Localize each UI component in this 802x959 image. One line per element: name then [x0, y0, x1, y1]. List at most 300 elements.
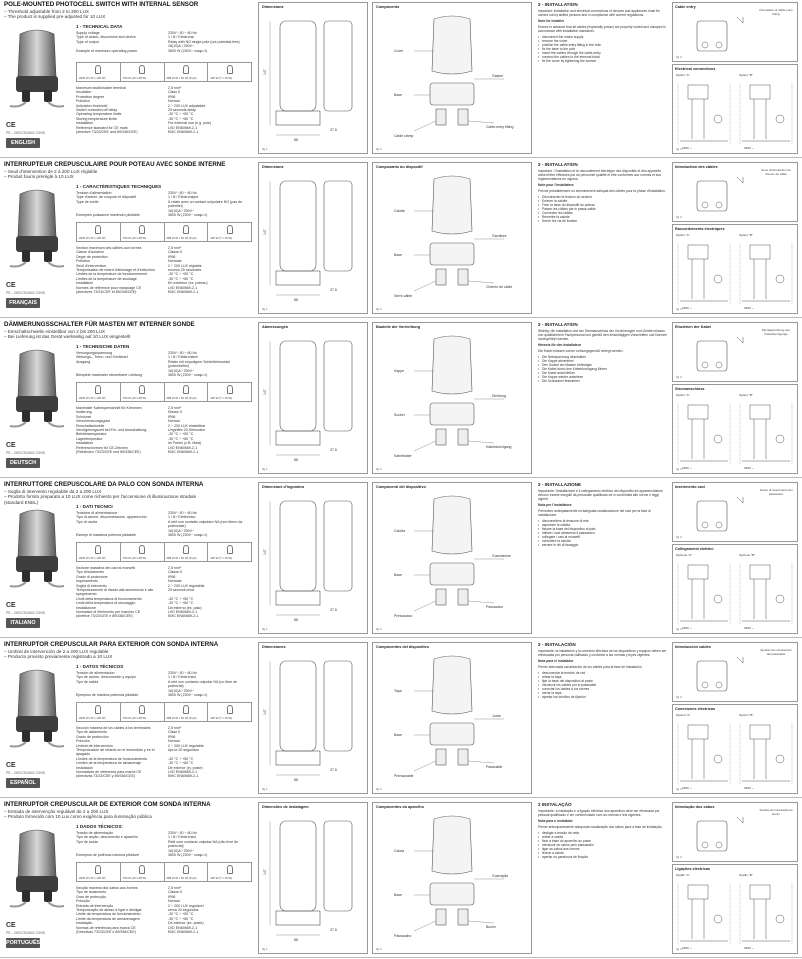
- lamp-load-table: [76, 702, 252, 722]
- lamp-cell: [208, 223, 251, 241]
- spec-value: 16(10)A / 250V~: [168, 208, 195, 213]
- component-label: Garniture: [492, 234, 507, 238]
- dimension-depth: 37.5: [330, 448, 337, 452]
- lamp-caption: 100 W (7 x 15 W): [210, 716, 233, 720]
- spec-value: 2,5 mm²: [168, 406, 182, 410]
- spec-key: Schutzart: [76, 414, 92, 419]
- spec-value: 1 / B / Electrónico: [168, 675, 197, 680]
- spec-row: [76, 588, 248, 597]
- option-b-label: Opzione "B": [739, 553, 756, 557]
- doc-code: PE - DEVCRA502 03/05: [6, 771, 45, 775]
- spec-key: Example of maximum operating power: [76, 48, 138, 53]
- spec-key: Temporizzazione di ritardo alla accensione e allo spegnimento: [76, 588, 154, 597]
- subtitle-line: – Producto provisto previamente registrado a 10 LUX: [4, 654, 113, 660]
- technical-data-heading: 1 - TECHNICAL DATA: [76, 24, 123, 29]
- spec-key: Exemplos de potência máxima pilotável: [76, 853, 140, 858]
- figure-number: fig 1: [262, 307, 268, 311]
- dimension-width: 88: [294, 938, 298, 942]
- spec-key: Insulation: [76, 90, 92, 95]
- doc-code: PE - DEVCRA502 03/05: [6, 131, 45, 135]
- lamp-icon: [139, 705, 145, 714]
- spec-key: Einschaltschwelle: [76, 423, 105, 428]
- components-title: Composants du dispositif: [376, 165, 423, 169]
- figure-number: fig 2: [376, 307, 382, 311]
- spec-value: 20 seconds delay: [168, 108, 196, 113]
- dimensions-title: Abmessungen: [262, 325, 289, 329]
- spec-key: Degré de protection: [76, 254, 108, 259]
- installation-paragraph: Prevedere anticipatamente un'adeguata canalizzazione dei cavi per la fase di installazione.: [538, 509, 651, 517]
- installation-heading: 2 - INSTALLATION: [538, 2, 578, 7]
- language-label: FRANÇAIS: [6, 298, 40, 308]
- voltage-label: 230V ~: [682, 146, 692, 150]
- cable-entry-title: Cable entry: [675, 5, 696, 9]
- installation-step: • Den Sockel am Masten befestigen: [538, 363, 668, 367]
- figure-number: fig 3: [676, 535, 682, 539]
- spec-value: 230V~ 50 ÷ 60 Hz: [168, 351, 197, 355]
- installation-section: [538, 322, 668, 474]
- installation-step: • desligar a tensão de rede: [538, 831, 668, 835]
- dimensions-title: Dimensions: [262, 165, 284, 169]
- spec-key: Lagertemperatur: [76, 436, 103, 441]
- spec-row: [76, 373, 248, 377]
- spec-row: [76, 360, 248, 369]
- technical-data: [76, 24, 248, 53]
- lamp-load-table: [76, 222, 252, 242]
- option-a-label: Opção "A": [676, 873, 690, 877]
- components-panel: [372, 802, 532, 954]
- cable-entry-note: Sentido de introdução do bucim: [759, 808, 793, 816]
- spec-value: cerca 20 segundos: [168, 908, 199, 913]
- lamp-caption: 288 W (8 x 36 W) (8 µF): [166, 76, 197, 80]
- components-title: Componenti del dispositivo: [376, 485, 426, 489]
- spec-value: 2 ÷ 200 LUX réglable: [168, 263, 202, 268]
- spec-row: [76, 200, 248, 209]
- component-label: Gasket: [492, 74, 504, 78]
- spec-value: 1 / B / Elektronisch: [168, 355, 198, 360]
- component-label: Passacabo: [394, 934, 412, 938]
- option-b-label: Opção "B": [739, 873, 753, 877]
- spec-key: Polución: [76, 739, 90, 744]
- dimension-height: 147: [263, 869, 267, 875]
- spec-key: Maximaler Kabelquerschnitt für Klemmen: [76, 406, 142, 410]
- lamp-load-table: [76, 62, 252, 82]
- lamp-icon: [139, 65, 145, 74]
- installation-section: [538, 162, 668, 314]
- technical-data-heading: 1 - TECHNISCHE DATEN: [76, 344, 130, 349]
- product-image: [6, 828, 68, 908]
- lamp-icon: [227, 65, 233, 74]
- spec-value: -30 °C ÷ +50 °C: [168, 596, 194, 601]
- technical-data-more: [76, 886, 248, 934]
- spec-value: 16(10)A / 250V~: [168, 848, 195, 853]
- installation-paragraph: Nota per l'installatore: [538, 503, 572, 507]
- lamp-icon: [95, 225, 101, 234]
- figure-number: fig 3: [676, 55, 682, 59]
- lamp-caption: 288 W (8 x 36 W) (8 µF): [166, 236, 197, 240]
- spec-key: Inquinamento: [76, 579, 98, 584]
- installation-section: [538, 642, 668, 794]
- spec-key: Protection degree: [76, 94, 105, 99]
- components-title: Componentes del dispositivo: [376, 645, 429, 649]
- technical-data-heading: 1 - DATOS TÉCNICOS: [76, 664, 124, 669]
- option-b-label: Option "B": [739, 73, 753, 77]
- dimension-width: 88: [294, 458, 298, 462]
- dimension-height: 147: [263, 69, 267, 75]
- spec-value: 230V~ 50 ÷ 60 Hz: [168, 31, 197, 35]
- figure-number: fig 3: [676, 695, 682, 699]
- spec-value: A relè con contatto unipolare NA (non libero da potenziale): [168, 519, 243, 529]
- technical-data-heading: 1 DADOS TÉCNICOS:: [76, 824, 123, 829]
- figure-number: fig 1: [262, 787, 268, 791]
- spec-key: Tipo d'isolamento: [76, 570, 104, 575]
- spec-key: Sección máxima de los cables a los terminales: [76, 726, 151, 730]
- figure-number: fig 3: [676, 375, 682, 379]
- subtitle-line: (standard ENEL): [4, 499, 39, 505]
- spec-value: -30 °C ÷ +60 °C: [168, 276, 194, 281]
- spec-value: 3600 W (230V~ cosφ=1): [168, 373, 208, 378]
- spec-key: Tipo de acção, desconexão e aparelho: [76, 835, 138, 840]
- spec-key: Entrada de intervenção: [76, 903, 114, 908]
- spec-value: 230V~ 50 ÷ 60 Hz: [168, 511, 197, 515]
- spec-key: Tensión de alimentación: [76, 671, 115, 675]
- electrical-connections-panel: [672, 64, 798, 154]
- component-label: Base: [394, 733, 402, 737]
- option-b-label: Option "B": [739, 393, 753, 397]
- lamp-icon: [95, 545, 101, 554]
- installation-step: • fix the base to the pole: [538, 47, 668, 51]
- spec-key: Sezione massima dei cavi ai morsetti: [76, 566, 136, 570]
- component-label: Kappe: [394, 369, 405, 373]
- electrical-connections-panel: [672, 704, 798, 794]
- components-panel: [372, 642, 532, 794]
- spec-value: LVD EN60669-2-1: [168, 445, 198, 450]
- installation-step: • Enlever la calotte: [538, 199, 668, 203]
- spec-value: IP66: [168, 94, 176, 99]
- spec-value: 2,5 mm²: [168, 246, 182, 250]
- spec-key: Referenznormen für CE-Zeichen: [76, 445, 128, 450]
- product-image: [6, 188, 68, 268]
- option-a-label: Option "A": [676, 233, 690, 237]
- spec-value: 2 ÷ 200 LUX regolabile: [168, 583, 205, 588]
- spec-key: (directives 73/23/CEE et 89/336/CEE): [76, 290, 137, 295]
- figure-number: fig 3: [676, 855, 682, 859]
- spec-value: Classe II: [168, 890, 182, 895]
- lamp-icon: [183, 385, 189, 394]
- lamp-caption: 750 W (10 x 58 W): [122, 76, 147, 80]
- installation-section: [538, 482, 668, 634]
- doc-code: PE - DEVCRA502 03/05: [6, 451, 45, 455]
- spec-key: Normes de référence pour marquage CE: [76, 285, 142, 290]
- spec-key: Limites de la température de fonctionnement: [76, 272, 148, 277]
- lamp-caption: 100 W (7 x 15 W): [210, 396, 233, 400]
- lamp-icon: [227, 545, 233, 554]
- spec-value: Normal: [168, 739, 180, 744]
- component-label: Chemin de câble: [486, 285, 513, 289]
- lamp-caption: 288 W (8 x 36 W) (8 µF): [166, 716, 197, 720]
- voltage-label: 230V ~: [744, 946, 754, 950]
- installation-step: • Fixer la base du dispositif au poteau: [538, 203, 668, 207]
- installation-step: • disconnect the mains supply: [538, 35, 668, 39]
- installation-step: • ligar os cabos aos bornes: [538, 847, 668, 851]
- spec-key: Instalación: [76, 765, 94, 770]
- subtitle-line: – Threshold adjustable from 2 to 200 LUX: [4, 9, 89, 14]
- spec-value: 20 secondi circa: [168, 588, 194, 593]
- cable-entry-note: Sens d'introduction du chemin de câble: [761, 168, 791, 176]
- ce-mark: CE: [6, 602, 16, 609]
- installation-step: • desconectar la tensión de red: [538, 671, 668, 675]
- cable-entry-title: Introduction des câbles: [675, 165, 718, 169]
- spec-key: Temporização de atraso à ligar e desligar: [76, 908, 142, 913]
- option-a-label: Opzione "A": [676, 553, 693, 557]
- option-b-label: Opción "B": [739, 713, 754, 717]
- figure-number: fig 4: [676, 787, 682, 791]
- installation-step: • introduzir os cabos pelo passacabo: [538, 843, 668, 847]
- product-image: [6, 28, 68, 108]
- spec-value: -30 °C ÷ +50 °C: [168, 272, 194, 277]
- installation-paragraph: Importante: l'installazione e il collegamento elettrico dei dispositivi ed apparecchiature devono essere eseguiti da personale qualificato ed in conformità alle norme e leggi vigenti.: [538, 489, 663, 501]
- lamp-cell: [121, 703, 165, 721]
- installation-paragraph: Important : l'installation et le raccordement électrique des dispositifs et des appareils doivent être effectués par du personnel qualifié et être conformes aux normes et aux règlementations en vigueur.: [538, 169, 662, 181]
- section-title: INTERRUTTORE CREPUSCOLARE DA PALO CON SONDA INTERNA: [4, 481, 204, 488]
- spec-key: Seuil d'intervention: [76, 263, 107, 268]
- lamp-caption: 2000 W (23 x 100 W): [79, 556, 106, 560]
- spec-value: De exterior (ex. poste): [168, 921, 204, 926]
- electrical-connections-title: Stromanschluss: [675, 387, 705, 391]
- spec-key: (directivas 73/23/CEE y 89/336/CEE): [76, 774, 136, 779]
- installation-step: • introducir los cables por el pasacable: [538, 683, 668, 687]
- subtitle-line: – Bei Lieferung ist das Gerät werkseitig auf 10 LUX eingestellt: [4, 334, 131, 340]
- installation-paragraph: Prever antecipadamente adequada canalização dos cabos para a fase de instalação.: [538, 825, 663, 829]
- installation-step: • apertar os parafusos de fixação: [538, 855, 668, 859]
- lamp-icon: [183, 705, 189, 714]
- spec-key: Type of output: [76, 39, 99, 44]
- component-label: Dichtung: [492, 394, 506, 398]
- electrical-connections-title: Raccordements électriques: [675, 227, 725, 231]
- installation-step: • fechar a calota: [538, 851, 668, 855]
- lamp-cell: [165, 223, 209, 241]
- installation-section: [538, 2, 668, 154]
- spec-key: Switch on/switch off delay: [76, 108, 118, 113]
- spec-value: LVD EN60669-2-1: [168, 285, 198, 290]
- installation-paragraph: Nota para o instalador: [538, 819, 573, 823]
- installation-paragraph: Note pour l'installateur: [538, 183, 574, 187]
- spec-key: Secção máxima dos cabos aos bornes: [76, 886, 138, 890]
- spec-value: -30 °C ÷ +60 °C: [168, 116, 194, 121]
- cable-entry-title: Einziehen der Kabel: [675, 325, 712, 329]
- lamp-caption: 750 W (10 x 58 W): [122, 556, 147, 560]
- dimension-height: 147: [263, 709, 267, 715]
- voltage-label: 230V ~: [744, 466, 754, 470]
- lamp-caption: 2000 W (23 x 100 W): [79, 396, 106, 400]
- spec-value: IP66: [168, 734, 176, 739]
- spec-key: Esempi di massima potenza pilotabile: [76, 533, 137, 538]
- installation-step: • fix the cover by tightening the screws: [538, 59, 668, 63]
- component-label: Prensacable: [394, 774, 414, 778]
- lamp-caption: 100 W (7 x 15 W): [210, 76, 233, 80]
- lamp-load-table: [76, 542, 252, 562]
- spec-key: Tipo di azione, disconnessione, apparecchio: [76, 515, 147, 520]
- lamp-icon: [95, 705, 101, 714]
- cable-entry-panel: [672, 642, 798, 702]
- spec-key: Ausgang: [76, 359, 91, 364]
- section-title: INTERRUPTEUR CREPUSCULAIRE POUR POTEAU AVEC SONDE INTERNE: [4, 161, 226, 168]
- spec-key: Type of action, disconnect and device: [76, 35, 136, 40]
- electrical-connections-title: Conexiones eléctricas: [675, 707, 716, 711]
- spec-value: Classe II: [168, 570, 182, 575]
- component-label: Guarnição: [492, 874, 509, 878]
- dimensions-panel: [258, 802, 368, 954]
- spec-key: Limiti della temperatura di funzionamento: [76, 596, 142, 601]
- figure-number: fig 4: [676, 627, 682, 631]
- figure-number: fig 1: [262, 467, 268, 471]
- dimension-width: 88: [294, 618, 298, 622]
- product-image: [6, 508, 68, 588]
- spec-value: A relé con contacto unipolar NA (no libre de potencial): [168, 679, 238, 689]
- technical-data: [76, 184, 248, 217]
- lamp-cell: [77, 63, 121, 81]
- voltage-label: 230V ~: [682, 306, 692, 310]
- spec-key: Classe d'isolation: [76, 250, 104, 255]
- spec-row: [76, 853, 248, 857]
- spec-key: Verzögerungszeit bei Ein- und Ausschaltung: [76, 428, 147, 433]
- spec-value: EMC EN60669-2-1: [168, 290, 199, 295]
- component-label: Calota: [394, 849, 405, 853]
- doc-code: PE - DEVCRA502 03/05: [6, 931, 45, 935]
- option-a-label: Option "A": [676, 73, 690, 77]
- spec-key: Verschmutzungsgrad: [76, 419, 110, 424]
- component-label: Bucim: [486, 925, 496, 929]
- component-label: Calotta: [394, 529, 406, 533]
- dimensions-title: Dimensões de instalagem: [262, 805, 309, 809]
- dimension-depth: 37.5: [330, 928, 337, 932]
- lamp-icon: [183, 545, 189, 554]
- spec-value: 230V~ 50 ÷ 60 Hz: [168, 831, 197, 835]
- spec-value: 3600 W (230V~ cosφ=1): [168, 533, 208, 538]
- spec-key: Tensione di alimentazione: [76, 511, 118, 515]
- subtitle-line: – Seuil d'intervention de 2 à 200 LUX réglable: [4, 169, 98, 174]
- lamp-icon: [183, 225, 189, 234]
- component-label: Calotte: [394, 209, 406, 213]
- installation-step: • insert the cables through the cable-entry: [538, 51, 668, 55]
- technical-data: [76, 824, 248, 857]
- dimension-depth: 37.5: [330, 128, 337, 132]
- lamp-icon: [227, 225, 233, 234]
- spec-key: Supply voltage: [76, 31, 100, 35]
- spec-value: Classe II: [168, 250, 182, 255]
- spec-key: Section maximum des câbles aux bornes: [76, 246, 142, 250]
- lamp-icon: [227, 705, 233, 714]
- electrical-connections-title: Collegamenti elettrici: [675, 547, 714, 551]
- figure-number: fig 2: [376, 787, 382, 791]
- lamp-load-table: [76, 862, 252, 882]
- spec-value: 1 / B / Électronique: [168, 195, 199, 200]
- spec-key: Betriebstemperatur: [76, 432, 107, 437]
- electrical-connections-panel: [672, 544, 798, 634]
- lamp-cell: [121, 863, 165, 881]
- spec-value: EMC EN60669-2-1: [168, 614, 199, 619]
- component-label: Passacavo: [486, 605, 504, 609]
- spec-key: Installazione: [76, 605, 96, 610]
- product-image: [6, 348, 68, 428]
- installation-paragraph: Importante: a instalação e a ligação eléctrica dos aparelhos deve ser efectuada por pessoal qualificado e em conformidade com as normas e leis vigentes.: [538, 809, 660, 817]
- section-1: [0, 160, 802, 318]
- installation-heading: 2 - INSTALLATION: [538, 322, 578, 327]
- voltage-label: 230V ~: [682, 786, 692, 790]
- spec-value: Ungefähr 20 Sekunden: [168, 428, 205, 433]
- spec-value: 16(10)A / 250V~: [168, 688, 195, 693]
- installation-section: [538, 802, 668, 954]
- installation-step: • Connecter les câbles: [538, 211, 668, 215]
- spec-value: 2,5 mm²: [168, 726, 182, 730]
- ce-mark: CE: [6, 762, 16, 769]
- right-column: [672, 642, 798, 794]
- ce-mark: CE: [6, 922, 16, 929]
- installation-paragraph: Importante: la instalación y la conexión eléctrica de los dispositivos y equipos deben ser efectuadas por personal calificado y conforme a las normas y leyes vigentes.: [538, 649, 667, 657]
- spec-row: [76, 520, 248, 529]
- installation-heading: 2 INSTALAÇÃO: [538, 802, 572, 807]
- spec-row: [76, 680, 248, 689]
- technical-data-more: [76, 566, 248, 619]
- section-0: [0, 0, 802, 158]
- spec-value: -30 °C ÷ +60 °C: [168, 761, 194, 766]
- spec-value: Normal: [168, 899, 180, 904]
- dimensions-title: Dimensions: [262, 5, 284, 9]
- installation-step: • Déconnecter la tension du secteur: [538, 195, 668, 199]
- components-panel: [372, 482, 532, 634]
- lamp-caption: 288 W (8 x 36 W) (8 µF): [166, 876, 197, 880]
- lamp-caption: 2000 W (23 x 100 W): [79, 876, 106, 880]
- installation-paragraph: Hinweis für den Installateur: [538, 343, 582, 347]
- spec-value: Relais mit einpoligem Schließerkontakt (potentialfrei): [168, 359, 230, 369]
- technical-data-more: [76, 726, 248, 779]
- voltage-label: 230V ~: [682, 626, 692, 630]
- spec-key: (Richtlinien 73/23/CEE und 89/336/CEE): [76, 450, 141, 455]
- dimension-height: 147: [263, 389, 267, 395]
- component-label: Sockel: [394, 413, 405, 417]
- installation-paragraph: Important: installation and electrical connections of devices and appliances must be carried out by skilled persons and in compliance with current regulations.: [538, 9, 660, 17]
- lamp-cell: [165, 703, 209, 721]
- technical-data-more: [76, 86, 248, 134]
- technical-data: [76, 664, 248, 697]
- lamp-icon: [95, 865, 101, 874]
- dimension-depth: 37.5: [330, 288, 337, 292]
- spec-value: 2 ÷ 200 LUX regulável: [168, 903, 204, 908]
- spec-key: Límites de la temperatura de funcionamiento: [76, 756, 148, 761]
- spec-key: Operating temperature limits: [76, 112, 122, 117]
- lamp-cell: [77, 703, 121, 721]
- installation-paragraph: Prever adecuada canalización de los cables para la fase de instalación.: [538, 665, 643, 669]
- installation-paragraph: Prévoir préalablement un cheminement adéquat des câbles pour la phase d'installation.: [538, 189, 666, 193]
- installation-paragraph: Wichtig: die Installation und der Stromanschluss der Vorrichtungen und Geräte müssen von qualifiziertem Fachpersonal und gemäß den einschlägigen Vorschriften und Normen durchgeführt werden.: [538, 329, 668, 341]
- spec-key: Beispiele maximaler steuerbarer Leistung: [76, 373, 143, 378]
- installation-step: • connect the cables to the terminal block: [538, 55, 668, 59]
- dimensions-panel: [258, 162, 368, 314]
- spec-row: [76, 130, 248, 134]
- subtitle-line: – Soglia di intervento regolabile da 2 a 200 LUX: [4, 489, 102, 494]
- lamp-icon: [95, 65, 101, 74]
- lamp-cell: [165, 543, 209, 561]
- cable-entry-panel: [672, 482, 798, 542]
- voltage-label: 230V ~: [744, 146, 754, 150]
- lamp-cell: [77, 863, 121, 881]
- right-column: [672, 802, 798, 954]
- lamp-caption: 2000 W (23 x 100 W): [79, 76, 106, 80]
- section-title: POLE-MOUNTED PHOTOCELL SWITCH WITH INTERNAL SENSOR: [4, 1, 199, 8]
- spec-row: [76, 213, 248, 217]
- spec-value: -30 °C ÷ +50 °C: [168, 756, 194, 761]
- installation-heading: 2 - INSTALACIÓN: [538, 642, 576, 647]
- spec-key: Limite da temperatura de armazenagem: [76, 916, 140, 921]
